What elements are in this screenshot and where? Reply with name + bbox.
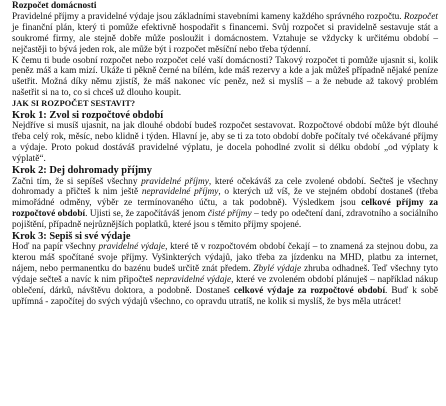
- step3-part2: , které tě v rozpočtovém období čekají – to znamená za stejnou dobu, za kterou máš spočítané svoje příjmy. Vyšinkterých výdajů, jako třeba za jízdenku na MHD, platbu za internet, nájem, nebo permanentku do bazénu budeš určitě znát předem.: [12, 242, 439, 275]
- step3-part4: , které ve zvoleném období plánuješ – například nákup oblečení, dárků, návštěvu doktora, a podobně. Dostaneš: [12, 275, 439, 297]
- step1-text: Nejdříve si musíš ujasnit, na jak dlouhé období budeš rozpočet sestavovat. Rozpočtové období může být dlouhé třeba celý rok, měsíc, nebo klidně i týden. Hlavní je, aby se ti za toto období dobře počítaly tvé očekávané příjmy a výdaje. Proto pokud dostáváš pravidelné výplatu, je docela pohodlné zvolit si délku období „od výplaty k výplatě“.: [12, 121, 438, 165]
- step2-part1: Začni tím, že si sepíšeš všechny: [12, 176, 138, 187]
- document-title: Rozpočet domácnosti: [12, 1, 97, 11]
- step2-part5: – tedy po odečtení daní, zdravotního a sociálního pojištění, případně nejrůznějších poplatků, které jsou s těmito příjmy spojené.: [12, 209, 439, 231]
- step3-part1: Hoď na papír všechny: [12, 242, 96, 253]
- intro-text-1: Pravidelné příjmy a pravidelné výdaje jsou základními stavebními kameny každého správného rozpočtu.: [12, 11, 402, 22]
- step2-emphasis-net-income: čisté příjmy: [207, 209, 252, 220]
- step2-emphasis-regular-income: pravidelné příjmy: [141, 176, 209, 187]
- step3-emphasis-regular-expenses: pravidelné výdaje: [98, 242, 166, 253]
- why-paragraph: K čemu ti bude osobní rozpočet nebo rozpočet celé vaší domácnosti? Takový rozpočet ti pomůže ujasnit si, kolik peněz máš a kam mizí. Ukáže ti pěkně černé na bílém, kde máš rezervy a kde a jak můžeš případně nějaké peníze ušetřit. Možná díky němu zjistíš, že máš nakonec víc peněz, než si myslíš – a že nebude až takový problém našetřit si na to, co si chceš už dlouho koupit.: [12, 55, 438, 99]
- step3-heading: Krok 3: Sepiš si své výdaje: [12, 231, 131, 243]
- step2-part4: . Ujisti se, že započítáváš jenom: [85, 209, 206, 220]
- step1-heading: Krok 1: Zvol si rozpočtové období: [12, 110, 164, 122]
- step3-emphasis-irregular-expenses: nepravidelné výdaje: [155, 275, 232, 286]
- step2-part2: , které očekáváš za cele zvolené období. Sečteš je všechny dohromady a přičteš k nim ještě: [12, 176, 438, 198]
- step2-emphasis-irregular-income: nepravidelné příjmy: [141, 187, 219, 198]
- step3-part3: zhruba odhadneš. Teď všechny tyto výdaje sečteš a navíc k nim připočteš: [12, 264, 438, 286]
- step2-heading: Krok 2: Dej dohromady příjmy: [12, 165, 152, 177]
- how-heading: JAK SI ROZPOČET SESTAVIT?: [12, 99, 136, 109]
- intro-paragraph: [12, 12, 438, 56]
- step3-bold-total-expenses: celkové výdaje za rozpočtové období: [233, 286, 386, 297]
- step2-bold-total-income: celkové příjmy za rozpočtové období: [12, 198, 438, 220]
- step2-text: [12, 177, 438, 232]
- step3-part5: . Buď k sobě upřímná - započítej do svých výdajů všechno, co opravdu utratíš, ne kolik si myslíš, že bys měla utrácet!: [12, 286, 438, 307]
- intro-text-2: je finanční plán, který ti pomůže efektivně hospodařit s financemi. Svůj rozpočet si pravidelně sestavuje stát a soukromé firmy, ale stejně dobře může posloužit i domácnostem. Vztahuje se vždycky k určitému období – nejčastěji to bývá jeden rok, ale může být i rozpočet měsíční nebo třeba týdenní.: [12, 22, 438, 55]
- step3-text: [12, 242, 438, 307]
- step2-part3: , o kterých už víš, že ve stejném období dostaneš (třeba mimořádné odměny, výběr ze termínovaného účtu, a tak podobně). Výsledkem jsou: [12, 187, 438, 209]
- step3-emphasis-other-expenses: Zbylé výdaje: [253, 264, 302, 275]
- intro-emphasis: Rozpočet: [403, 11, 438, 22]
